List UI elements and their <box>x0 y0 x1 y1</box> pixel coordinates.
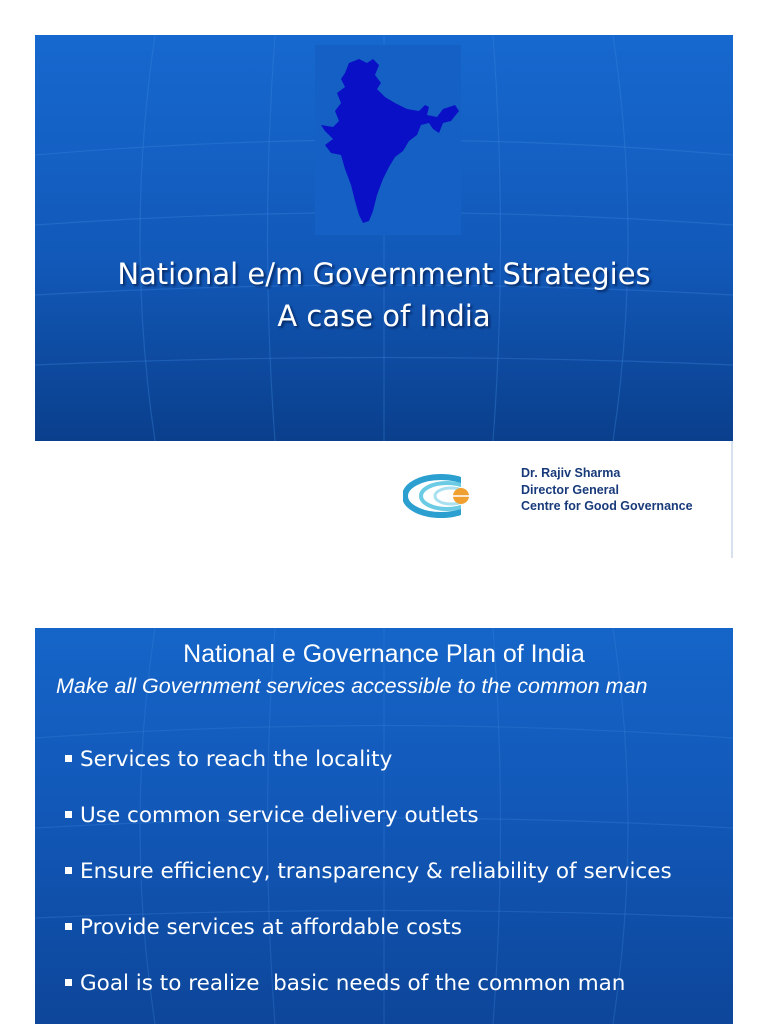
slide-subtitle: Make all Government services accessible to the common man <box>56 674 648 698</box>
bullet-square-icon <box>65 755 72 762</box>
list-item: Goal is to realize basic needs of the common man <box>65 970 709 998</box>
slide-edge <box>731 441 733 558</box>
list-item: Use common service delivery outlets <box>65 802 709 830</box>
author-position: Director General <box>521 482 619 497</box>
list-item: Ensure efficiency, transparency & reliability of services <box>65 858 709 886</box>
india-map-icon <box>315 45 461 235</box>
slide-title-line-2: A case of India <box>277 299 491 333</box>
list-item: Provide services at affordable costs <box>65 914 709 942</box>
bullet-square-icon <box>65 811 72 818</box>
bullet-square-icon <box>65 923 72 930</box>
author-block <box>521 465 693 515</box>
bullet-square-icon <box>65 867 72 874</box>
bullet-square-icon <box>65 979 72 986</box>
slide-title: National e Governance Plan of India <box>183 640 585 668</box>
author-organization: Centre for Good Governance <box>521 499 693 513</box>
title-slide-background <box>35 35 733 441</box>
content-slide <box>35 628 733 1024</box>
slide-title-line-1: National e/m Government Strategies <box>117 257 651 291</box>
bullet-list <box>65 746 709 1024</box>
author-name: Dr. Rajiv Sharma <box>521 466 621 480</box>
title-slide <box>35 35 733 558</box>
cgg-logo-icon <box>403 471 485 521</box>
india-map-panel <box>315 45 461 235</box>
list-item: Services to reach the locality <box>65 746 709 774</box>
